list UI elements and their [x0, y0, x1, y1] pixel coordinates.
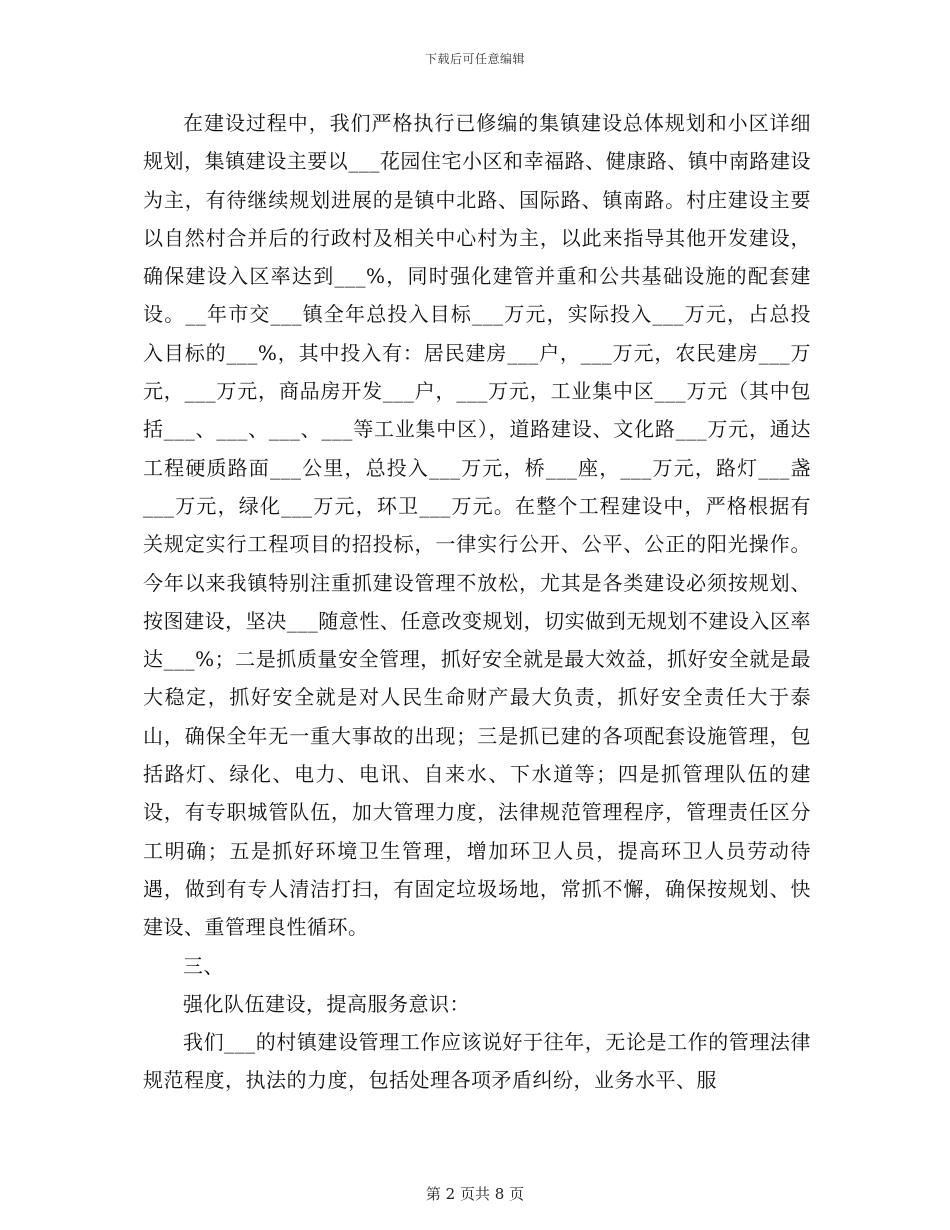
section-heading: 强化队伍建设，提高服务意识： [183, 991, 470, 1016]
document-body [143, 104, 811, 1100]
section-number: 三、 [183, 953, 224, 978]
body-paragraph: 在建设过程中，我们严格执行已修编的集镇建设总体规划和小区详细规划，集镇建设主要以___花园住宅小区和幸福路、健康路、镇中南路建设为主，有待继续规划进展的是镇中北路、国际路、镇南路。村庄建设主要以自然村合并后的行政村及相关中心村为主，以此来指导其他开发建设，确保建设入区率达到___%，同时强化建管并重和公共基础设施的配套建设。__年市交___镇全年总投入目标___万元，实际投入___万元，占总投入目标的___%，其中投入有：居民建房___户，___万元，农民建房___万元，___万元，商品房开发___户，___万元，工业集中区___万元（其中包括___、___、___、___等工业集中区），道路建设、文化路___万元，通达工程硬质路面___公里，总投入___万元，桥___座，___万元，路灯___盏___万元，绿化___万元，环卫___万元。在整个工程建设中，严格根据有关规定实行工程项目的招投标，一律实行公开、公平、公正的阳光操作。今年以来我镇特别注重抓建设管理不放松，尤其是各类建设必须按规划、按图建设，坚决___随意性、任意改变规划，切实做到无规划不建设入区率达___%；二是抓质量安全管理，抓好安全就是最大效益，抓好安全就是最大稳定，抓好安全就是对人民生命财产最大负责，抓好安全责任大于泰山，确保全年无一重大事故的出现；三是抓已建的各项配套设施管理，包括路灯、绿化、电力、电讯、自来水、下水道等；四是抓管理队伍的建设，有专职城管队伍，加大管理力度，法律规范管理程序，管理责任区分工明确；五是抓好环境卫生管理，增加环卫人员，提高环卫人员劳动待遇，做到有专人清洁打扫，有固定垃圾场地，常抓不懈，确保按规划、快建设、重管理良性循环。 [143, 111, 811, 940]
page-header: 下载后可任意编辑 [424, 52, 525, 66]
page-number: 第 2 页共 8 页 [425, 1185, 525, 1203]
body-paragraph: 我们___的村镇建设管理工作应该说好于往年，无论是工作的管理法律规范程度，执法的力度，包括处理各项矛盾纠纷，业务水平、服 [143, 1030, 811, 1093]
